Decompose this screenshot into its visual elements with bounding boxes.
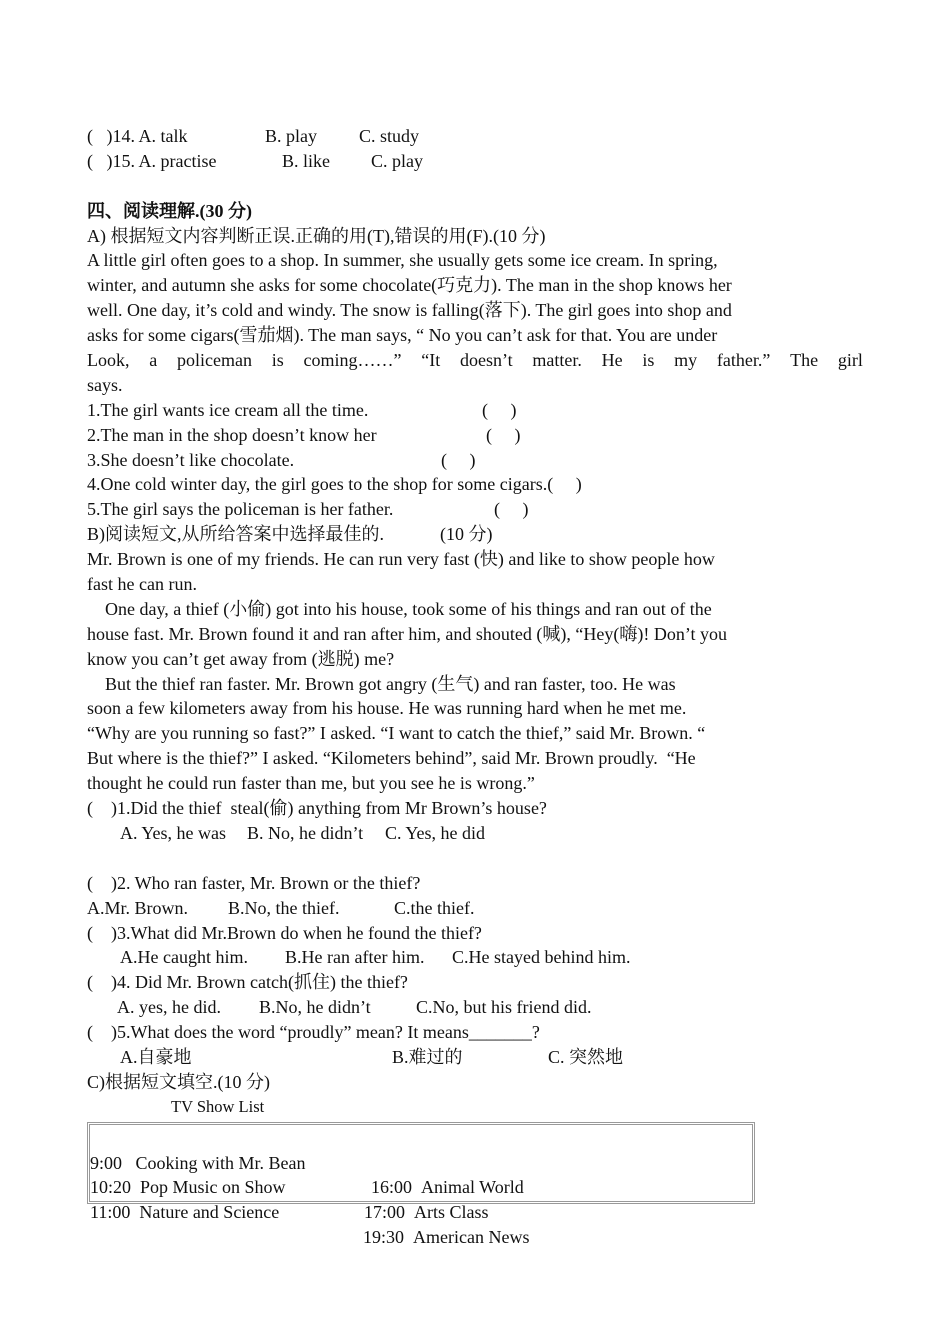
justified-word: girl: [837, 350, 863, 371]
justified-word: is: [642, 350, 655, 371]
option-b: B.No, he didn’t: [259, 997, 371, 1018]
answer-paren: ( ): [87, 872, 117, 893]
answer-paren: ( ): [494, 499, 529, 520]
part-b-passage-line: “Why are you running so fast?” I asked. “I want to catch the thief,” said Mr. Brown. “: [87, 723, 706, 744]
question-15-option-a: 15. A. practise: [112, 150, 217, 171]
justified-word: is: [271, 350, 284, 371]
answer-paren: ( ): [441, 449, 476, 470]
question-14-option-b: B. play: [265, 126, 317, 146]
answer-paren: ( ): [87, 1022, 117, 1043]
part-a-passage-justified-line: [87, 348, 863, 373]
mc-question-5-options: [87, 1045, 867, 1070]
justified-word: father.”: [716, 350, 771, 371]
option-b: B.No, the thief.: [228, 897, 340, 918]
statement-text: 4.One cold winter day, the girl goes to the shop for some cigars.: [87, 474, 548, 495]
section-4-title: 四、阅读理解.(30 分): [87, 200, 252, 221]
answer-paren: ( ): [87, 922, 117, 943]
justified-word: a: [149, 350, 158, 371]
justified-word: “It: [421, 350, 441, 371]
answer-paren: ( ): [87, 126, 113, 146]
mc-question-1: [87, 796, 867, 821]
answer-paren: ( ): [87, 972, 117, 993]
statement-text: 5.The girl says the policeman is her father.: [87, 499, 394, 520]
mc-question-3-options: [87, 945, 867, 970]
part-b-passage-line: fast he can run.: [87, 574, 197, 595]
justified-word: my: [674, 350, 698, 371]
option-c: C.the thief.: [394, 897, 475, 918]
justified-word: coming……”: [303, 350, 402, 371]
time-cell: 9:00: [90, 1152, 123, 1173]
justified-word: policeman: [177, 350, 252, 371]
part-b-passage-line: thought he could run faster than me, but you see he is wrong.”: [87, 773, 535, 794]
part-b-passage-line: But the thief ran faster. Mr. Brown got angry (生气) and ran faster, too. He was: [87, 673, 676, 694]
tv-show-table: [87, 1122, 755, 1248]
question-14: [87, 124, 867, 149]
question-text: 1.Did the thief steal(偷) anything from Mr Brown’s house?: [117, 798, 547, 819]
question-14-option-c: C. study: [359, 126, 420, 146]
statement-text: 1.The girl wants ice cream all the time.: [87, 399, 369, 420]
mc-question-1-options: [87, 821, 867, 846]
justified-word: He: [601, 350, 623, 371]
statement-text: 3.She doesn’t like chocolate.: [87, 449, 295, 470]
statement-3: [87, 448, 867, 473]
question-15-option-b: B. like: [282, 150, 330, 171]
mc-question-4: [87, 970, 867, 995]
statement-1: [87, 398, 867, 423]
mc-question-2: [87, 871, 867, 896]
option-c: C. 突然地: [548, 1046, 624, 1067]
option-c: C. Yes, he did: [385, 822, 486, 843]
time-cell: 16:00: [371, 1177, 413, 1198]
answer-paren: ( ): [547, 474, 582, 495]
mc-question-3: [87, 921, 867, 946]
mc-question-5: [87, 1020, 867, 1045]
question-15: [87, 149, 867, 174]
table-caption: TV Show List: [171, 1096, 265, 1116]
option-b: B. No, he didn’t: [247, 822, 364, 843]
part-b-passage-line: But where is the thief?” I asked. “Kilometers behind”, said Mr. Brown proudly. “He: [87, 748, 696, 769]
show-cell: Pop Music on Show: [140, 1177, 286, 1198]
option-a: A.He caught him.: [120, 947, 248, 968]
show-cell: Arts Class: [414, 1202, 489, 1223]
show-cell: Nature and Science: [139, 1202, 280, 1223]
option-a: A. yes, he did.: [117, 997, 221, 1018]
part-b-passage-line: house fast. Mr. Brown found it and ran after him, and shouted (喊), “Hey(嗨)! Don’t you: [87, 623, 728, 644]
time-cell: 11:00: [90, 1202, 131, 1223]
mc-question-2-options: [87, 896, 867, 921]
part-b-passage-line: One day, a thief (小偷) got into his house, took some of his things and ran out of the: [87, 598, 712, 619]
question-text: 5.What does the word “proudly” mean? It means_______?: [117, 1022, 540, 1043]
part-b-heading: [87, 522, 867, 547]
option-a: A.自豪地: [120, 1046, 192, 1067]
table-cell-left: [90, 1200, 279, 1225]
part-a-heading: A) 根据短文内容判断正误.正确的用(T),错误的用(F).(10 分): [87, 225, 546, 246]
justified-word: doesn’t: [459, 350, 513, 371]
question-15-option-c: C. play: [371, 150, 423, 171]
justified-word: matter.: [532, 350, 582, 371]
part-a-passage-line: asks for some cigars(雪茄烟). The man says, “ No you can’t ask for that. You are under: [87, 325, 718, 346]
option-b: B.He ran after him.: [285, 947, 425, 968]
part-b-heading-text: B)阅读短文,从所给答案中选择最佳的.: [87, 524, 384, 545]
option-a: A.Mr. Brown.: [87, 897, 189, 918]
part-a-passage-line: winter, and autumn she asks for some chocolate(巧克力). The man in the shop knows her: [87, 275, 732, 296]
option-c: C.He stayed behind him.: [452, 947, 631, 968]
answer-paren: ( ): [482, 399, 517, 420]
answer-paren: ( ): [87, 150, 113, 171]
part-a-passage-line: well. One day, it’s cold and windy. The snow is falling(落下). The girl goes into shop and: [87, 300, 732, 321]
time-cell: 17:00: [364, 1202, 406, 1223]
answer-paren: ( ): [87, 798, 117, 819]
answer-paren: ( ): [486, 424, 521, 445]
question-text: 3.What did Mr.Brown do when he found the thief?: [117, 922, 482, 943]
time-cell: 19:30: [363, 1227, 405, 1248]
statement-2: [87, 423, 867, 448]
part-b-passage-line: Mr. Brown is one of my friends. He can run very fast (快) and like to show people how: [87, 549, 715, 570]
part-b-passage-line: soon a few kilometers away from his house. He was running hard when he met me.: [87, 698, 687, 719]
statement-4: [87, 472, 867, 497]
worksheet-page: [87, 124, 867, 1248]
option-c: C.No, but his friend did.: [416, 997, 592, 1018]
justified-word: The: [790, 350, 819, 371]
part-b-passage-line: know you can’t get away from (逃脱) me?: [87, 648, 395, 669]
part-b-points: (10 分): [440, 524, 493, 545]
option-a: A. Yes, he was: [120, 822, 227, 843]
show-cell: American News: [413, 1227, 530, 1248]
time-cell: 10:20: [90, 1177, 132, 1198]
question-text: 4. Did Mr. Brown catch(抓住) the thief?: [117, 972, 408, 993]
option-b: B.难过的: [392, 1046, 463, 1067]
part-c-heading: C)根据短文填空.(10 分): [87, 1071, 270, 1092]
table-cell-right: [363, 1225, 529, 1250]
part-a-passage-line: says.: [87, 374, 123, 395]
show-cell: Animal World: [421, 1177, 524, 1198]
mc-question-4-options: [87, 995, 867, 1020]
justified-word: Look,: [87, 350, 130, 371]
show-cell: Cooking with Mr. Bean: [135, 1152, 306, 1173]
question-14-option-a: 14. A. talk: [112, 126, 188, 146]
statement-5: [87, 497, 867, 522]
question-text: 2. Who ran faster, Mr. Brown or the thief?: [117, 872, 421, 893]
statement-text: 2.The man in the shop doesn’t know her: [87, 424, 377, 445]
table-cell-right: [364, 1200, 489, 1225]
part-a-passage-line: A little girl often goes to a shop. In summer, she usually gets some ice cream. In spring,: [87, 250, 718, 271]
